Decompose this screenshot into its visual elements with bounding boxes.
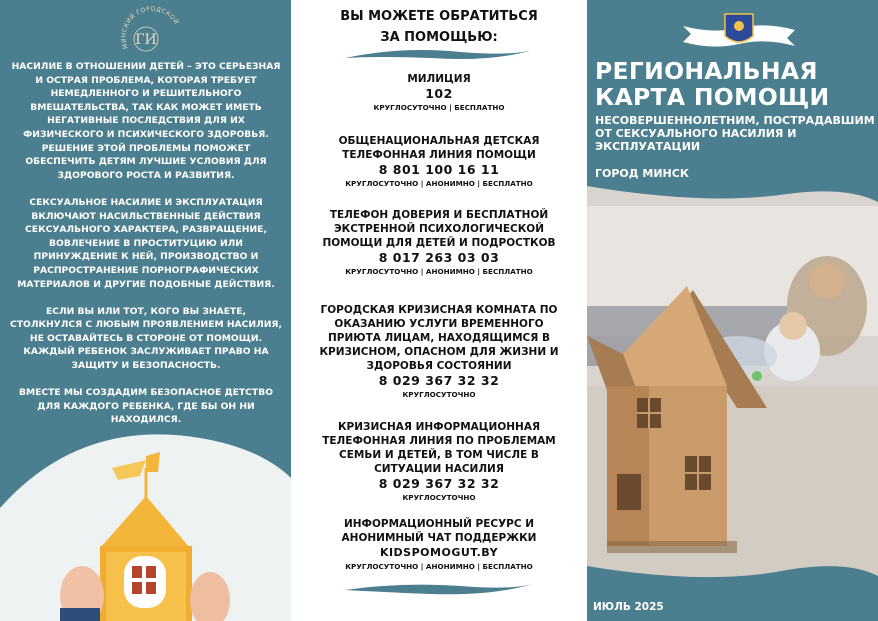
- service-name: ГОРОДСКАЯ КРИЗИСНАЯ КОМНАТА ПО ОКАЗАНИЮ УСЛУГИ ВРЕМЕННОГО ПРИЮТА ЛИЦАМ, НАХОДЯЩИМСЯ В КРИЗИСНОМ, ОПАСНОМ ДЛЯ ЖИЗНИ И ЗДОРОВЬЯ СОСТОЯНИИ: [319, 304, 559, 372]
- service-note: КРУГЛОСУТОЧНО | АНОНИМНО | БЕСПЛАТНО: [345, 267, 533, 276]
- brochure-subtitle: НЕСОВЕРШЕННОЛЕТНИМ, ПОСТРАДАВШИМ ОТ СЕКСУАЛЬНОГО НАСИЛИЯ И ЭКСПЛУАТАЦИИ: [595, 114, 875, 153]
- service-name: ИНФОРМАЦИОННЫЙ РЕСУРС И АНОНИМНЫЙ ЧАТ ПОДДЕРЖКИ: [341, 518, 537, 544]
- service-name: МИЛИЦИЯ: [407, 73, 471, 85]
- service-name: ОБЩЕНАЦИОНАЛЬНАЯ ДЕТСКАЯ ТЕЛЕФОННАЯ ЛИНИЯ ПОМОЩИ: [338, 135, 540, 161]
- closing-paragraph: ВМЕСТЕ МЫ СОЗДАДИМ БЕЗОПАСНОЕ ДЕТСТВО ДЛЯ КАЖДОГО РЕБЕНКА, ГДЕ БЫ ОН НИ НАХОДИЛСЯ.: [18, 387, 274, 426]
- service-note: КРУГЛОСУТОЧНО | АНОНИМНО | БЕСПЛАТНО: [345, 179, 533, 188]
- top-brush-divider: [341, 44, 537, 66]
- toy-house-photo: [0, 428, 291, 621]
- service-police: [291, 72, 587, 113]
- help-heading: [291, 6, 587, 48]
- service-name: ТЕЛЕФОН ДОВЕРИЯ И БЕСПЛАТНОЙ ЭКСТРЕННОЙ ПСИХОЛОГИЧЕСКОЙ ПОМОЩИ ДЛЯ ДЕТЕЙ И ПОДРОСТКОВ: [322, 209, 556, 249]
- title-line2: КАРТА ПОМОЩИ: [595, 83, 830, 111]
- service-phone[interactable]: 102: [425, 86, 453, 101]
- publication-date: ИЮЛЬ 2025: [593, 601, 664, 613]
- definition-paragraph: СЕКСУАЛЬНОЕ НАСИЛИЕ И ЭКСПЛУАТАЦИЯ ВКЛЮЧАЮТ НАСИЛЬСТВЕННЫЕ ДЕЙСТВИЯ СЕКСУАЛЬНОГО ХАРАКТЕРА, РАЗВРАЩЕНИЕ, ВОВЛЕЧЕНИЕ В ПРОСТИТУЦИЮ ИЛИ ПРИНУЖДЕНИЕ К НЕЙ, ПРОИЗВОДСТВО И РАСПРОСТРАНЕНИЕ ПОРНОГРАФИЧЕСКИХ МАТЕРИАЛОВ И ДРУГИЕ ПОДОБНЫЕ ДЕЙСТВИЯ.: [17, 196, 275, 290]
- service-trust-phone: [315, 208, 563, 277]
- service-phone[interactable]: 8 017 263 03 03: [378, 250, 500, 265]
- service-crisis-room: [307, 303, 571, 400]
- service-note: КРУГЛОСУТОЧНО: [402, 390, 476, 399]
- bottom-brush-divider: [341, 580, 537, 602]
- service-note: КРУГЛОСУТОЧНО | АНОНИМНО | БЕСПЛАТНО: [345, 562, 533, 571]
- left-panel: [0, 0, 291, 621]
- service-note: КРУГЛОСУТОЧНО | БЕСПЛАТНО: [373, 103, 505, 112]
- left-text-block: [10, 60, 282, 441]
- middle-panel: [291, 0, 587, 621]
- right-panel: [587, 0, 878, 621]
- service-phone[interactable]: 8 801 100 16 11: [378, 162, 500, 177]
- seal-arc-text: МИНСКИЙ ГОРОДСКОЙ: [120, 5, 180, 50]
- intro-paragraph: НАСИЛИЕ В ОТНОШЕНИИ ДЕТЕЙ – ЭТО СЕРЬЕЗНАЯ И ОСТРАЯ ПРОБЛЕМА, КОТОРАЯ ТРЕБУЕТ НЕМЕДЛЕННОГО И РЕШИТЕЛЬНОГО ВМЕШАТЕЛЬСТВА, ТАК КАК МОЖЕТ ИМЕТЬ НЕГАТИВНЫЕ ПОСЛЕДСТВИЯ ДЛЯ ИХ ФИЗИЧЕСКОГО И ПСИХИЧЕСКОГО ЗДОРОВЬЯ. РЕШЕНИЕ ЭТОЙ ПРОБЛЕМЫ ПОМОЖЕТ ОБЕСПЕЧИТЬ ДЕТЯМ ЛУЧШИЕ УСЛОВИЯ ДЛЯ ЗДОРОВОГО РОСТА И РАЗВИТИЯ.: [11, 61, 281, 181]
- minsk-coat-of-arms-ribbon: [683, 12, 795, 52]
- appeal-paragraph: ЕСЛИ ВЫ ИЛИ ТОТ, КОГО ВЫ ЗНАЕТЕ, СТОЛКНУЛСЯ С ЛЮБЫМ ПРОЯВЛЕНИЕМ НАСИЛИЯ, НЕ ОСТАВАЙТЕСЬ В СТОРОНЕ ОТ ПОМОЩИ. КАЖДЫЙ РЕБЕНОК ЗАСЛУЖИВАЕТ ПРАВО НА ЗАЩИТУ И БЕЗОПАСНОСТЬ.: [10, 305, 282, 372]
- service-name: КРИЗИСНАЯ ИНФОРМАЦИОННАЯ ТЕЛЕФОННАЯ ЛИНИЯ ПО ПРОБЛЕМАМ СЕМЬИ И ДЕТЕЙ, В ТОМ ЧИСЛЕ В СИТУАЦИИ НАСИЛИЯ: [322, 421, 556, 475]
- seal-monogram: ГИ: [135, 32, 157, 48]
- city-label: ГОРОД МИНСК: [595, 167, 689, 180]
- service-children-hotline: [313, 134, 565, 189]
- service-website-link[interactable]: KIDSPOMOGUT.BY: [379, 546, 499, 559]
- service-note: КРУГЛОСУТОЧНО: [402, 493, 476, 502]
- title-line1: РЕГИОНАЛЬНАЯ: [595, 57, 818, 85]
- family-house-photo: [587, 186, 878, 588]
- help-heading-line1: ВЫ МОЖЕТЕ ОБРАТИТЬСЯ: [340, 9, 538, 24]
- service-phone[interactable]: 8 029 367 32 32: [378, 476, 500, 491]
- brochure-title: [595, 58, 875, 110]
- help-heading-line2: ЗА ПОМОЩЬЮ:: [380, 30, 498, 45]
- city-seal-logo: [116, 4, 186, 58]
- service-phone[interactable]: 8 029 367 32 32: [378, 373, 500, 388]
- service-crisis-line: [307, 420, 571, 503]
- service-online-chat: [331, 517, 547, 572]
